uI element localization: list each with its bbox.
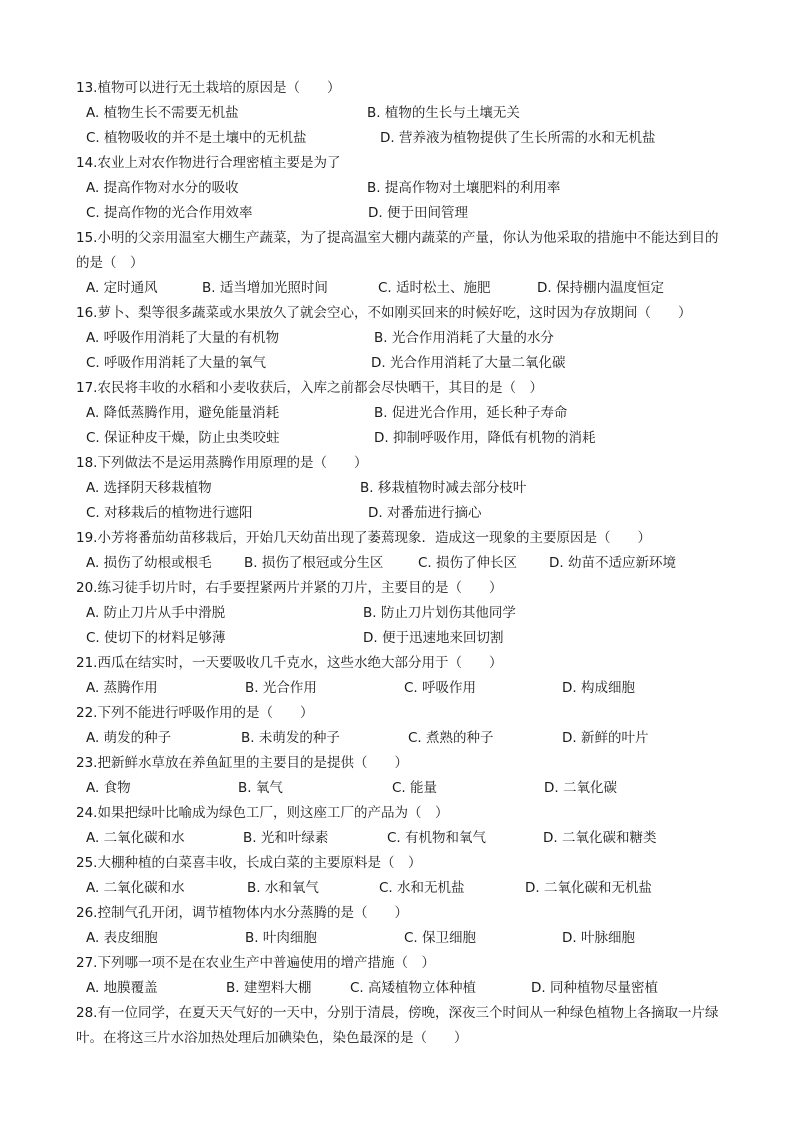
option-b[interactable]: B. 损伤了根冠或分生区 xyxy=(244,555,384,571)
option-b[interactable]: B. 适当增加光照时间 xyxy=(202,280,328,296)
question-stem: 19.小芳将番茄幼苗移栽后，开始几天幼苗出现了萎蔫现象．造成这一现象的主要原因是（ ） xyxy=(76,530,651,546)
options-row xyxy=(86,204,726,222)
option-b[interactable]: B. 光和叶绿素 xyxy=(243,830,329,846)
question-stem: 17.农民将丰收的水稻和小麦收获后，入库之前都会尽快晒干，其目的是（ ） xyxy=(76,380,543,396)
option-b[interactable]: B. 未萌发的种子 xyxy=(241,730,340,746)
option-c[interactable]: C. 煮熟的种子 xyxy=(408,730,494,746)
options-row xyxy=(86,879,726,897)
option-d[interactable]: D. 保持棚内温度恒定 xyxy=(537,280,664,296)
option-b[interactable]: B. 移栽植物时减去部分枝叶 xyxy=(360,480,527,496)
question-stem: 20.练习徒手切片时，右手要捏紧两片并紧的刀片，主要目的是（ ） xyxy=(76,580,503,596)
options-row xyxy=(86,404,726,422)
options-row xyxy=(86,829,726,847)
option-d[interactable]: D. 二氧化碳和无机盐 xyxy=(525,880,652,896)
options-row xyxy=(86,354,726,372)
option-b[interactable]: B. 光合作用 xyxy=(245,680,317,696)
option-a[interactable]: A. 呼吸作用消耗了大量的有机物 xyxy=(86,330,280,346)
option-b[interactable]: B. 促进光合作用，延长种子寿命 xyxy=(374,405,568,421)
options-row xyxy=(86,129,726,147)
question-stem: 13.植物可以进行无土栽培的原因是（ ） xyxy=(76,80,341,96)
option-a[interactable]: A. 蒸腾作用 xyxy=(86,680,158,696)
option-c[interactable]: C. 能量 xyxy=(392,780,438,796)
option-d[interactable]: D. 营养液为植物提供了生长所需的水和无机盐 xyxy=(380,130,656,146)
question-stem: 14.农业上对农作物进行合理密植主要是为了 xyxy=(76,155,341,171)
option-a[interactable]: A. 萌发的种子 xyxy=(86,730,172,746)
question-stem: 28.有一位同学，在夏天天气好的一天中，分别于清晨，傍晚，深夜三个时间从一种绿色植物上各摘取一片绿叶。在将这三片水浴加热处理后加碘染色，染色最深的是（ ） xyxy=(76,1005,719,1046)
option-a[interactable]: A. 植物生长不需要无机盐 xyxy=(86,105,239,121)
option-b[interactable]: B. 防止刀片划伤其他同学 xyxy=(363,605,516,621)
options-row xyxy=(86,629,726,647)
option-c[interactable]: C. 保证种皮干燥，防止虫类咬蛀 xyxy=(86,430,280,446)
option-d[interactable]: D. 二氧化碳 xyxy=(544,780,617,796)
option-c[interactable]: C. 损伤了伸长区 xyxy=(418,555,518,571)
option-c[interactable]: C. 适时松土、施肥 xyxy=(378,280,491,296)
option-c[interactable]: C. 植物吸收的并不是土壤中的无机盐 xyxy=(86,130,307,146)
option-c[interactable]: C. 高矮植物立体种植 xyxy=(350,980,477,996)
options-row xyxy=(86,929,726,947)
options-row xyxy=(86,679,726,697)
options-row xyxy=(86,429,726,447)
question-stem: 25.大棚种植的白菜喜丰收，长成白菜的主要原料是（ ） xyxy=(76,855,422,871)
option-b[interactable]: B. 氧气 xyxy=(238,780,283,796)
option-c[interactable]: C. 提高作物的光合作用效率 xyxy=(86,205,253,221)
option-c[interactable]: C. 使切下的材料足够薄 xyxy=(86,630,226,646)
option-a[interactable]: A. 食物 xyxy=(86,780,131,796)
option-d[interactable]: D. 新鲜的叶片 xyxy=(562,730,649,746)
option-b[interactable]: B. 光合作用消耗了大量的水分 xyxy=(374,330,554,346)
option-c[interactable]: C. 有机物和氧气 xyxy=(387,830,487,846)
option-d[interactable]: D. 抑制呼吸作用，降低有机物的消耗 xyxy=(374,430,596,446)
question-stem: 24.如果把绿叶比喻成为绿色工厂，则这座工厂的产品为（ ） xyxy=(76,805,449,821)
option-d[interactable]: D. 便于田间管理 xyxy=(368,205,468,221)
option-a[interactable]: A. 损伤了幼根或根毛 xyxy=(86,555,212,571)
options-row xyxy=(86,504,726,522)
option-d[interactable]: D. 同种植物尽量密植 xyxy=(531,980,658,996)
option-a[interactable]: A. 二氧化碳和水 xyxy=(86,880,185,896)
question-stem: 22.下列不能进行呼吸作用的是（ ） xyxy=(76,705,314,721)
option-d[interactable]: D. 叶脉细胞 xyxy=(562,930,635,946)
options-row xyxy=(86,179,726,197)
option-b[interactable]: B. 建塑料大棚 xyxy=(226,980,312,996)
options-row xyxy=(86,104,726,122)
question-stem: 16.萝卜、梨等很多蔬菜或水果放久了就会空心，不如刚买回来的时候好吃，这时因为存放期间（ ） xyxy=(76,305,692,321)
options-row xyxy=(86,979,726,997)
options-row xyxy=(86,329,726,347)
option-d[interactable]: D. 光合作用消耗了大量二氧化碳 xyxy=(371,355,566,371)
options-row xyxy=(86,479,726,497)
option-a[interactable]: A. 防止刀片从手中滑脱 xyxy=(86,605,226,621)
options-row xyxy=(86,554,726,572)
options-row xyxy=(86,279,726,297)
option-b[interactable]: B. 提高作物对土壤肥料的利用率 xyxy=(367,180,561,196)
option-b[interactable]: B. 水和氧气 xyxy=(247,880,319,896)
options-row xyxy=(86,729,726,747)
option-d[interactable]: D. 对番茄进行摘心 xyxy=(368,505,482,521)
option-d[interactable]: D. 便于迅速地来回切割 xyxy=(363,630,504,646)
question-stem: 23.把新鲜水草放在养鱼缸里的主要目的是提供（ ） xyxy=(76,755,408,771)
option-a[interactable]: A. 地膜覆盖 xyxy=(86,980,158,996)
option-a[interactable]: A. 二氧化碳和水 xyxy=(86,830,185,846)
question-stem: 15.小明的父亲用温室大棚生产蔬菜，为了提高温室大棚内蔬菜的产量，你认为他采取的措施中不能达到目的的是（ ） xyxy=(76,230,719,271)
option-a[interactable]: A. 选择阴天移栽植物 xyxy=(86,480,212,496)
option-c[interactable]: C. 呼吸作用 xyxy=(404,680,477,696)
options-row xyxy=(86,604,726,622)
option-d[interactable]: D. 幼苗不适应新环境 xyxy=(549,555,676,571)
option-c[interactable]: C. 呼吸作用消耗了大量的氧气 xyxy=(86,355,267,371)
option-a[interactable]: A. 提高作物对水分的吸收 xyxy=(86,180,239,196)
option-c[interactable]: C. 保卫细胞 xyxy=(404,930,477,946)
question-stem: 21.西瓜在结实时，一天要吸收几千克水，这些水绝大部分用于（ ） xyxy=(76,655,503,671)
question-stem: 26.控制气孔开闭，调节植物体内水分蒸腾的是（ ） xyxy=(76,905,408,921)
option-c[interactable]: C. 对移栽后的植物进行遮阳 xyxy=(86,505,253,521)
option-b[interactable]: B. 植物的生长与土壤无关 xyxy=(367,105,520,121)
option-a[interactable]: A. 表皮细胞 xyxy=(86,930,158,946)
question-stem: 27.下列哪一项不是在农业生产中普遍使用的增产措施（ ） xyxy=(76,955,435,971)
question-stem: 18.下列做法不是运用蒸腾作用原理的是（ ） xyxy=(76,455,368,471)
option-d[interactable]: D. 构成细胞 xyxy=(562,680,635,696)
option-a[interactable]: A. 降低蒸腾作用，避免能量消耗 xyxy=(86,405,280,421)
option-b[interactable]: B. 叶肉细胞 xyxy=(245,930,317,946)
option-d[interactable]: D. 二氧化碳和糖类 xyxy=(543,830,657,846)
options-row xyxy=(86,779,726,797)
option-c[interactable]: C. 水和无机盐 xyxy=(379,880,465,896)
option-a[interactable]: A. 定时通风 xyxy=(86,280,158,296)
